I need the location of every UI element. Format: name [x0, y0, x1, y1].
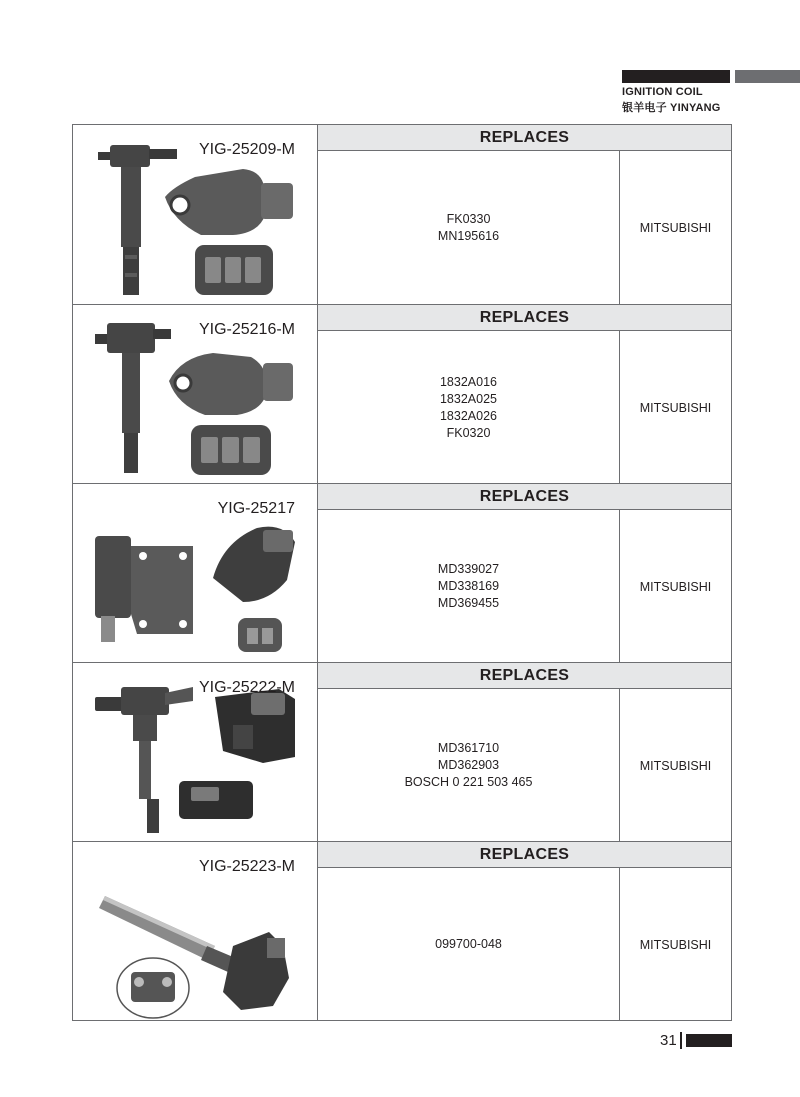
part-number: YIG-25222-M [198, 679, 295, 696]
vehicle-make: MITSUBISHI [639, 579, 712, 594]
table-row [73, 125, 731, 304]
oem-number: 1832A026 [439, 408, 497, 423]
product-image-cell [73, 842, 318, 1021]
oem-number: MD362903 [437, 758, 500, 772]
header-bar-grey [735, 70, 800, 83]
product-image-cell [73, 125, 318, 304]
replaces-header: REPLACES [318, 484, 731, 510]
oem-number: MN195616 [437, 228, 500, 243]
catalog-table [72, 124, 732, 1021]
replaces-header: REPLACES [318, 305, 731, 331]
oem-number: FK0320 [446, 425, 491, 440]
oem-number: FK0330 [446, 211, 491, 226]
oem-number: 099700-048 [435, 937, 502, 951]
replaces-header: REPLACES [318, 663, 731, 689]
vehicle-make: MITSUBISHI [639, 220, 712, 235]
header-category: IGNITION COIL [622, 86, 703, 98]
page-number-separator [680, 1032, 682, 1049]
header-brand: 银羊电子 YINYANG [622, 102, 721, 114]
vehicle-make: MITSUBISHI [639, 937, 712, 952]
part-number: YIG-25223-M [198, 858, 295, 875]
part-number: YIG-25209-M [198, 141, 295, 158]
part-number: YIG-25216-M [198, 321, 295, 338]
oem-number: BOSCH 0 221 503 465 [404, 775, 533, 789]
footer-bar [686, 1034, 732, 1047]
product-image-cell [73, 305, 318, 484]
vehicle-make: MITSUBISHI [639, 400, 712, 415]
oem-numbers [318, 689, 620, 842]
oem-number: MD361710 [437, 741, 500, 755]
oem-number: MD339027 [437, 562, 500, 576]
header-bar-dark [622, 70, 730, 83]
table-row [73, 304, 731, 484]
replaces-header: REPLACES [318, 842, 731, 868]
oem-number: MD369455 [437, 596, 500, 610]
table-row [73, 841, 731, 1021]
oem-number: 1832A025 [439, 391, 497, 406]
table-row [73, 662, 731, 842]
product-image-cell [73, 484, 318, 663]
product-image-cell [73, 663, 318, 842]
oem-numbers [318, 151, 620, 304]
oem-number: MD338169 [437, 579, 500, 593]
oem-numbers [318, 868, 620, 1021]
page-number: 31 [660, 1032, 677, 1049]
replaces-header: REPLACES [318, 125, 731, 151]
vehicle-make: MITSUBISHI [639, 758, 712, 773]
oem-numbers [318, 331, 620, 484]
part-number: YIG-25217 [217, 500, 295, 517]
oem-numbers [318, 510, 620, 663]
table-row [73, 483, 731, 663]
oem-number: 1832A016 [439, 374, 497, 389]
